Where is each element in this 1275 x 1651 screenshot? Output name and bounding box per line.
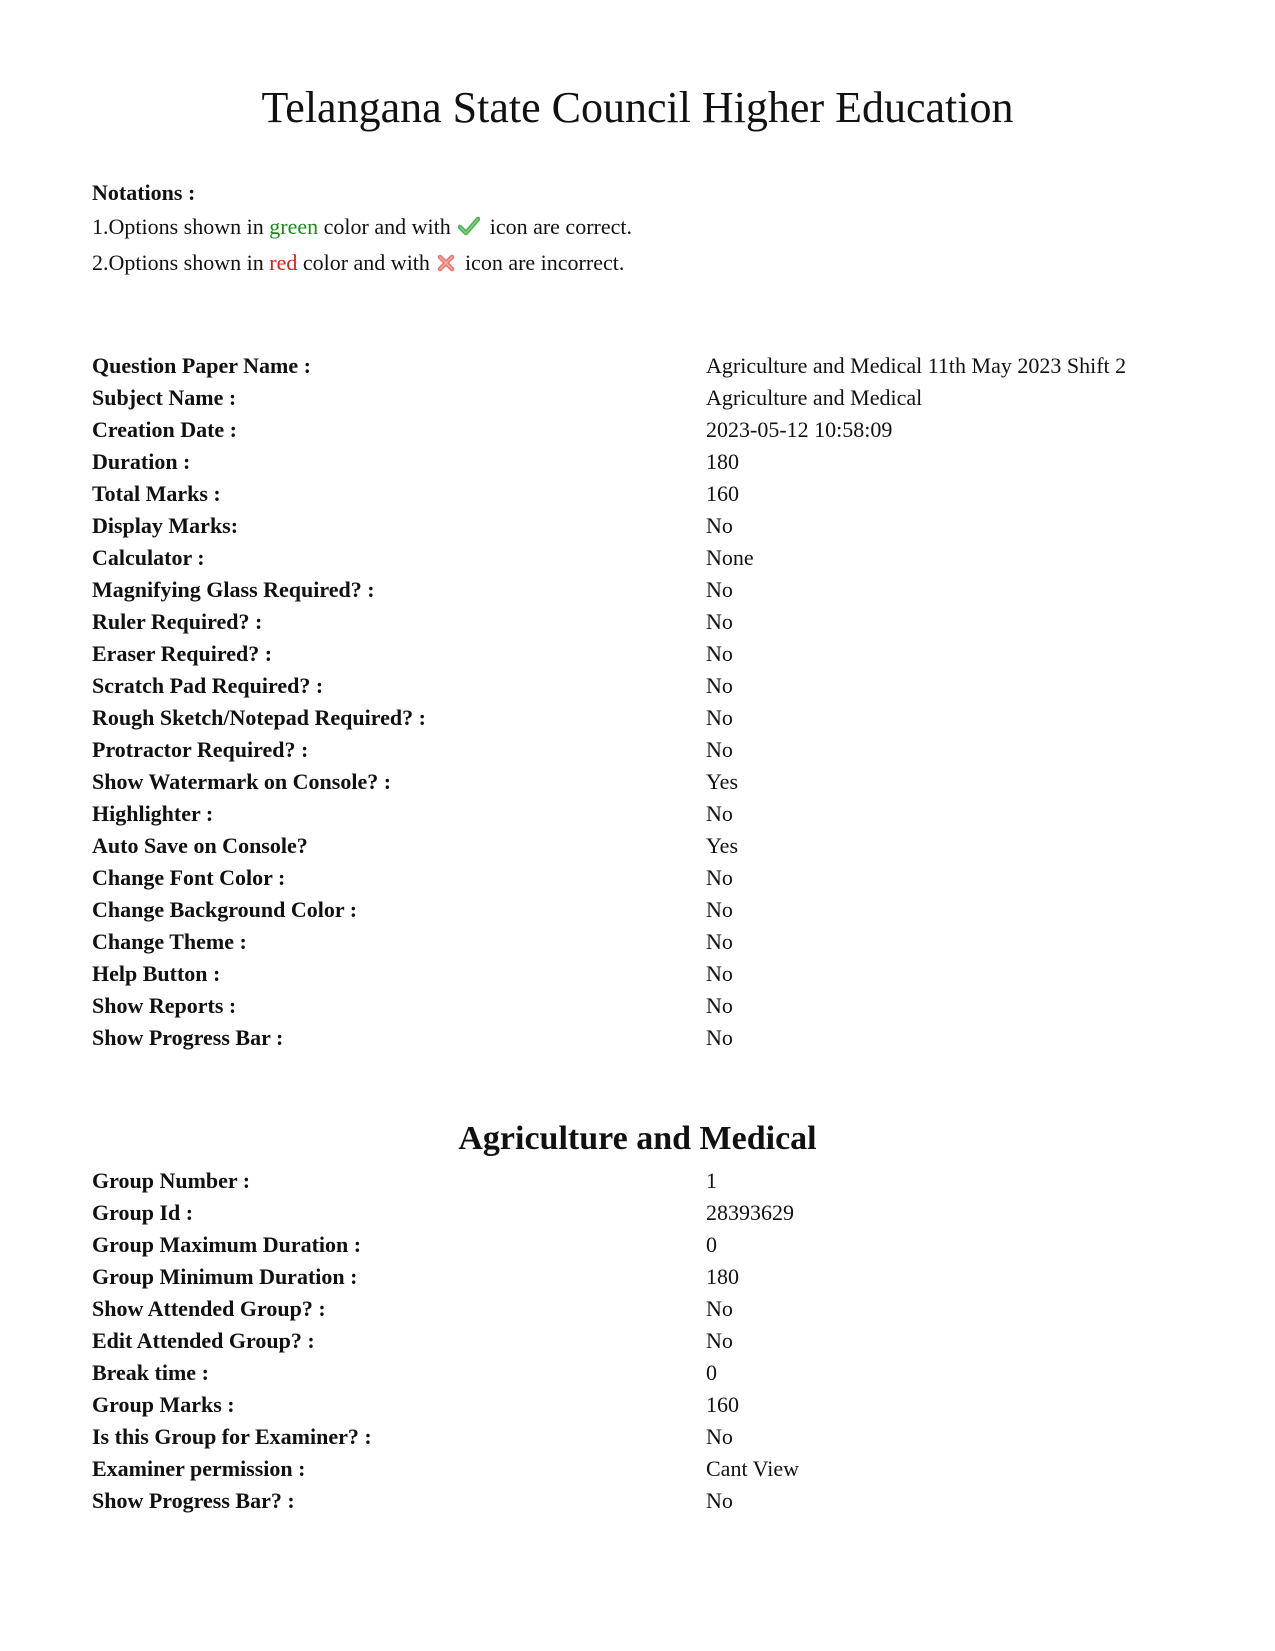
info-label: Magnifying Glass Required? : <box>92 577 375 602</box>
info-value: No <box>706 1296 733 1321</box>
info-label: Protractor Required? : <box>92 737 309 762</box>
notations-block <box>92 176 632 282</box>
info-row <box>92 1357 799 1389</box>
info-row <box>92 478 1126 510</box>
info-value: 2023-05-12 10:58:09 <box>706 417 893 442</box>
info-row <box>92 926 1126 958</box>
info-row <box>92 862 1126 894</box>
info-value: 160 <box>706 1392 739 1417</box>
info-row <box>92 1421 799 1453</box>
info-label: Question Paper Name : <box>92 353 311 378</box>
group-info-table <box>92 1165 799 1517</box>
info-value: 180 <box>706 449 739 474</box>
info-row <box>92 1485 799 1517</box>
info-value: No <box>706 961 733 986</box>
info-row <box>92 1325 799 1357</box>
info-label: Group Number : <box>92 1168 251 1193</box>
info-label: Show Watermark on Console? : <box>92 769 392 794</box>
info-row <box>92 638 1126 670</box>
info-row <box>92 958 1126 990</box>
info-row <box>92 798 1126 830</box>
info-row <box>92 1389 799 1421</box>
info-value: 28393629 <box>706 1200 794 1225</box>
info-value: None <box>706 545 754 570</box>
info-label: Change Font Color : <box>92 865 286 890</box>
info-label: Calculator : <box>92 545 205 570</box>
info-label: Show Progress Bar : <box>92 1025 284 1050</box>
notation-text: 1.Options shown in <box>92 214 270 239</box>
info-label: Duration : <box>92 449 191 474</box>
info-value: No <box>706 929 733 954</box>
info-value: No <box>706 705 733 730</box>
info-label: Ruler Required? : <box>92 609 263 634</box>
cross-icon <box>437 248 455 282</box>
info-row <box>92 1261 799 1293</box>
info-label: Show Reports : <box>92 993 237 1018</box>
info-row <box>92 414 1126 446</box>
info-value: No <box>706 1025 733 1050</box>
info-label: Creation Date : <box>92 417 237 442</box>
info-row <box>92 574 1126 606</box>
section-title: Agriculture and Medical <box>458 1120 817 1157</box>
info-value: Cant View <box>706 1456 799 1481</box>
info-value: Agriculture and Medical 11th May 2023 Shift 2 <box>706 353 1127 378</box>
info-row <box>92 1022 1126 1054</box>
info-value: Yes <box>706 833 739 858</box>
info-value: 0 <box>706 1232 717 1257</box>
info-value: No <box>706 609 733 634</box>
info-value: No <box>706 737 733 762</box>
notation-line-correct <box>92 210 632 246</box>
info-row <box>92 446 1126 478</box>
info-label: Group Maximum Duration : <box>92 1232 362 1257</box>
info-label: Group Id : <box>92 1200 194 1225</box>
notation-text: 2.Options shown in <box>92 250 270 275</box>
info-label: Change Theme : <box>92 929 247 954</box>
info-label: Change Background Color : <box>92 897 358 922</box>
info-label: Scratch Pad Required? : <box>92 673 324 698</box>
red-color-word: red <box>269 250 298 275</box>
info-row <box>92 606 1126 638</box>
info-row <box>92 510 1126 542</box>
info-label: Group Marks : <box>92 1392 235 1417</box>
info-label: Help Button : <box>92 961 221 986</box>
info-row <box>92 990 1126 1022</box>
info-value: Yes <box>706 769 739 794</box>
info-row <box>92 1197 799 1229</box>
info-value: No <box>706 641 733 666</box>
info-row <box>92 734 1126 766</box>
info-value: No <box>706 1328 733 1353</box>
info-value: No <box>706 1424 733 1449</box>
info-label: Show Progress Bar? : <box>92 1488 295 1513</box>
info-label: Show Attended Group? : <box>92 1296 326 1321</box>
info-row <box>92 702 1126 734</box>
info-value: No <box>706 513 733 538</box>
info-row <box>92 350 1126 382</box>
notation-text: color and with <box>297 250 436 275</box>
page-title: Telangana State Council Higher Education <box>261 83 1014 132</box>
info-label: Examiner permission : <box>92 1456 306 1481</box>
info-row <box>92 542 1126 574</box>
info-value: No <box>706 673 733 698</box>
info-label: Total Marks : <box>92 481 221 506</box>
info-value: No <box>706 897 733 922</box>
info-row <box>92 1453 799 1485</box>
notation-text: icon are incorrect. <box>459 250 625 275</box>
info-row <box>92 382 1126 414</box>
info-value: No <box>706 801 733 826</box>
info-label: Is this Group for Examiner? : <box>92 1424 372 1449</box>
info-label: Group Minimum Duration : <box>92 1264 358 1289</box>
info-value: 0 <box>706 1360 717 1385</box>
info-value: No <box>706 993 733 1018</box>
check-icon <box>458 212 480 246</box>
info-value: 160 <box>706 481 739 506</box>
info-row <box>92 894 1126 926</box>
info-value: 1 <box>706 1168 717 1193</box>
info-label: Eraser Required? : <box>92 641 273 666</box>
notation-text: color and with <box>318 214 457 239</box>
info-row <box>92 670 1126 702</box>
question-paper-info-table <box>92 350 1126 1054</box>
info-row <box>92 1293 799 1325</box>
info-value: No <box>706 1488 733 1513</box>
info-label: Subject Name : <box>92 385 237 410</box>
info-label: Display Marks: <box>92 513 239 538</box>
info-label: Highlighter : <box>92 801 214 826</box>
notation-line-incorrect <box>92 246 632 282</box>
info-label: Auto Save on Console? <box>92 833 308 858</box>
info-value: Agriculture and Medical <box>706 385 923 410</box>
info-value: 180 <box>706 1264 739 1289</box>
info-value: No <box>706 577 733 602</box>
green-color-word: green <box>269 214 319 239</box>
notations-heading: Notations : <box>92 180 196 205</box>
notation-text: icon are correct. <box>484 214 632 239</box>
info-value: No <box>706 865 733 890</box>
info-row <box>92 830 1126 862</box>
info-row <box>92 1165 799 1197</box>
info-row <box>92 766 1126 798</box>
info-row <box>92 1229 799 1261</box>
info-label: Rough Sketch/Notepad Required? : <box>92 705 426 730</box>
info-label: Edit Attended Group? : <box>92 1328 315 1353</box>
info-label: Break time : <box>92 1360 209 1385</box>
